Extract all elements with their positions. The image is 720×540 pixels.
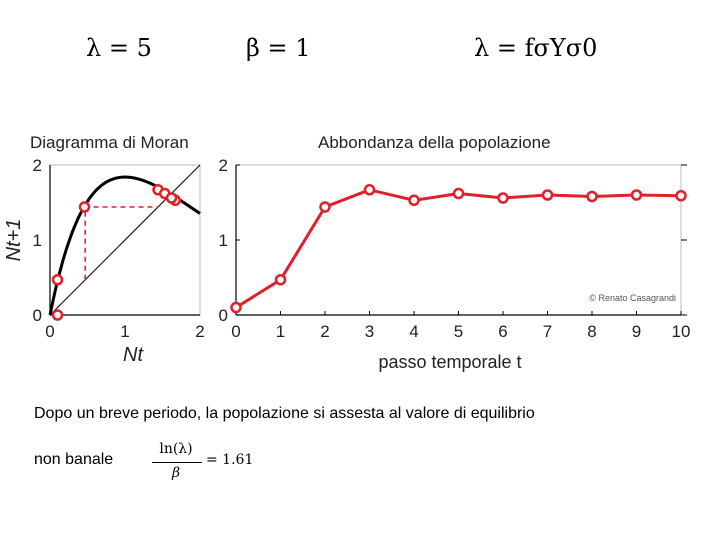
moran-y-tick-label: 0 bbox=[32, 306, 42, 325]
moran-point bbox=[53, 311, 62, 320]
abundance-x-tick-label: 2 bbox=[320, 322, 330, 341]
equilibrium-value: = 1.61 bbox=[206, 452, 254, 468]
abundance-point bbox=[232, 303, 241, 312]
beta-formula-text: β = 1 bbox=[246, 34, 311, 62]
moran-point bbox=[53, 275, 62, 284]
abundance-x-tick-label: 5 bbox=[453, 322, 464, 341]
abundance-y-tick-label: 1 bbox=[218, 231, 228, 250]
abundance-point bbox=[454, 189, 463, 198]
abundance-y-tick-label: 0 bbox=[218, 306, 228, 325]
charts-area bbox=[0, 120, 720, 380]
caption-line-1 bbox=[34, 405, 535, 423]
abundance-x-tick-label: 7 bbox=[542, 322, 553, 341]
abundance-title: Abbondanza della popolazione bbox=[318, 133, 551, 152]
moran-x-tick-label: 2 bbox=[195, 322, 205, 341]
abundance-point bbox=[588, 192, 597, 201]
caption-line-2-text: non banale bbox=[34, 451, 114, 468]
abundance-x-tick-label: 9 bbox=[631, 322, 642, 341]
equilibrium-formula bbox=[152, 441, 262, 485]
lambda-formula-text: λ = 5 bbox=[86, 34, 152, 62]
abundance-point bbox=[543, 191, 552, 200]
abundance-point bbox=[321, 203, 330, 212]
moran-diagonal bbox=[50, 165, 200, 315]
abundance-point bbox=[276, 275, 285, 284]
moran-y-tick-label: 2 bbox=[32, 156, 42, 175]
abundance-point bbox=[365, 185, 374, 194]
moran-title: Diagramma di Moran bbox=[30, 133, 189, 152]
moran-diagram bbox=[3, 133, 205, 366]
moran-x-tick-label: 0 bbox=[45, 322, 55, 341]
credit-text: © Renato Casagrandi bbox=[589, 293, 676, 303]
moran-y-tick-label: 1 bbox=[32, 231, 42, 250]
abundance-x-tick-label: 3 bbox=[364, 322, 375, 341]
equilibrium-denominator: β bbox=[171, 465, 181, 481]
abundance-x-tick-label: 8 bbox=[587, 322, 597, 341]
caption-line-2 bbox=[34, 451, 113, 469]
caption-line-1-text: Dopo un breve periodo, la popolazione si assesta al valore di equilibrio bbox=[34, 405, 535, 422]
abundance-x-tick-label: 1 bbox=[275, 322, 286, 341]
abundance-point bbox=[632, 191, 641, 200]
abundance-x-axis-label: passo temporale t bbox=[378, 352, 522, 372]
abundance-x-tick-label: 10 bbox=[671, 322, 691, 341]
lambda-definition-text: λ = fσYσ0 bbox=[474, 34, 598, 62]
abundance-point bbox=[499, 194, 508, 203]
abundance-x-tick-label: 6 bbox=[498, 322, 508, 341]
abundance-x-tick-label: 0 bbox=[231, 322, 241, 341]
moran-y-axis-label: Nt+1 bbox=[3, 218, 25, 262]
abundance-chart bbox=[219, 133, 691, 372]
abundance-point bbox=[410, 196, 419, 205]
abundance-y-tick-label: 2 bbox=[218, 156, 228, 175]
moran-point bbox=[167, 194, 176, 203]
abundance-point bbox=[677, 191, 686, 200]
abundance-series-line bbox=[236, 190, 681, 308]
moran-point bbox=[80, 203, 89, 212]
charts-svg bbox=[0, 120, 720, 380]
lambda-formula bbox=[86, 34, 152, 62]
moran-x-axis-label: Nt bbox=[123, 344, 143, 366]
equilibrium-numerator: ln(λ) bbox=[159, 441, 193, 457]
moran-x-tick-label: 1 bbox=[120, 322, 130, 341]
lambda-definition-formula bbox=[474, 34, 597, 62]
beta-formula bbox=[246, 34, 311, 62]
fraction-bar bbox=[152, 462, 202, 463]
abundance-x-tick-label: 4 bbox=[409, 322, 419, 341]
